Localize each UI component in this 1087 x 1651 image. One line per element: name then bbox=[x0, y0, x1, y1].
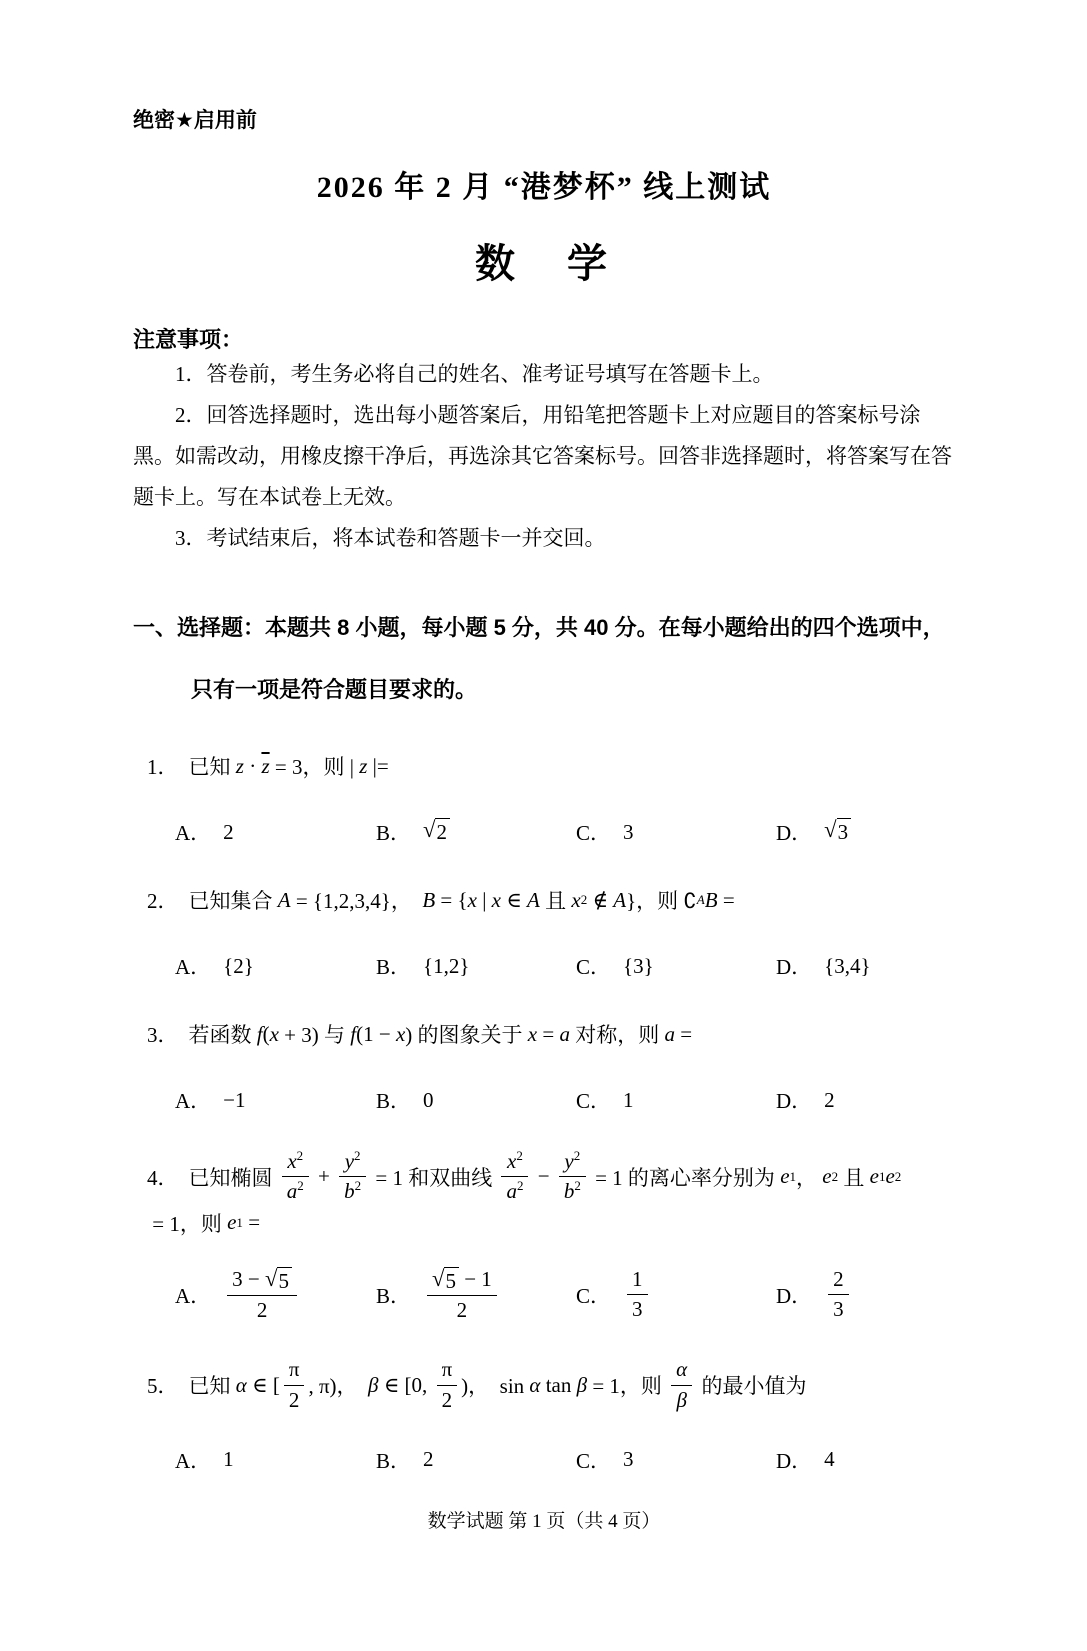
question-stem: 4． 已知椭圆 $\frac{x^2}{a^2}$ + $\frac{y^2}{b^2}$ = 1 和双曲线 $\frac{x^2}{a^2}$ − $\frac{y^2}{b^2}$ = 1 的离心率分别为 e 1 ， e 2 且 e 1 e 2 = 1，则 e 1 = bbox=[147, 1148, 902, 1236]
option-content bbox=[223, 1088, 245, 1113]
question-number: 3． bbox=[147, 1023, 179, 1048]
notice-item: 3．考试结束后，将本试卷和答题卡一并交回。 bbox=[175, 525, 606, 550]
math-text: = 3，则 | bbox=[269, 755, 360, 780]
option-content bbox=[423, 1264, 501, 1327]
page-footer: 数学试题 第 1 页（共 4 页） bbox=[427, 1510, 661, 1532]
section-heading: 一、选择题：本题共 8 小题，每小题 5 分，共 40 分。在每小题给出的四个选项中，只有一项是符合题目要求的。 bbox=[133, 614, 945, 703]
math-fraction bbox=[282, 1148, 309, 1206]
math-text: 4 bbox=[824, 1447, 835, 1472]
notice-items bbox=[133, 354, 955, 559]
math-variable: e bbox=[227, 1210, 237, 1235]
math-variable: x bbox=[527, 1021, 538, 1046]
math-superscript: 2 bbox=[354, 1178, 362, 1194]
fraction-numerator bbox=[671, 1356, 692, 1385]
math-text: 对称，则 bbox=[569, 1023, 665, 1048]
option-label: A． bbox=[175, 821, 212, 846]
question-options bbox=[133, 1442, 955, 1478]
option-C bbox=[576, 951, 776, 981]
math-text: {2} bbox=[223, 953, 254, 978]
math-text: = bbox=[674, 1021, 693, 1046]
fraction-denominator bbox=[282, 1177, 309, 1205]
math-text: − bbox=[532, 1164, 555, 1189]
option-D bbox=[776, 1445, 955, 1475]
option-label: A． bbox=[175, 1448, 212, 1473]
math-text: (1 − bbox=[356, 1021, 396, 1046]
fraction-denominator bbox=[227, 1296, 297, 1324]
option-label: B． bbox=[376, 821, 412, 846]
fraction-numerator bbox=[828, 1266, 849, 1295]
math-superscript: 2 bbox=[516, 1148, 523, 1164]
math-text: 且 bbox=[539, 889, 572, 914]
option-content bbox=[824, 1264, 853, 1326]
option-A bbox=[175, 1445, 376, 1475]
math-text: 2 bbox=[423, 1447, 434, 1472]
fraction-denominator bbox=[284, 1386, 305, 1414]
math-radical bbox=[824, 818, 851, 845]
math-text: ∉ bbox=[587, 887, 614, 912]
math-variable: e bbox=[869, 1164, 879, 1189]
option-label: A． bbox=[175, 955, 212, 980]
math-fraction bbox=[501, 1148, 528, 1206]
math-text: 2 bbox=[223, 819, 234, 844]
option-content bbox=[223, 1447, 234, 1472]
option-label: C． bbox=[576, 1089, 612, 1114]
option-A bbox=[175, 1085, 376, 1115]
radicand: 5 bbox=[444, 1267, 459, 1294]
questions bbox=[133, 744, 955, 1506]
option-label: D． bbox=[776, 955, 813, 980]
math-variable: α bbox=[676, 1357, 688, 1382]
option-label: D． bbox=[776, 1283, 813, 1308]
math-text: · bbox=[243, 753, 262, 778]
math-variable: β bbox=[368, 1372, 379, 1397]
option-label: D． bbox=[776, 1089, 813, 1114]
fraction-denominator bbox=[627, 1295, 648, 1323]
fraction-denominator bbox=[501, 1177, 528, 1205]
fraction-denominator bbox=[437, 1386, 458, 1414]
option-label: B． bbox=[376, 1448, 412, 1473]
notice-heading: 注意事项： bbox=[133, 327, 244, 352]
math-variable: b bbox=[344, 1179, 355, 1204]
math-variable: a bbox=[286, 1179, 298, 1204]
question-number: 2． bbox=[147, 889, 179, 914]
option-A bbox=[175, 951, 376, 981]
math-text: {3,4} bbox=[824, 953, 871, 978]
fraction-denominator bbox=[828, 1295, 849, 1323]
option-content bbox=[623, 954, 654, 979]
math-conjugate-bar: $\overline{z}$ bbox=[261, 753, 270, 778]
question-number: 5． bbox=[147, 1374, 179, 1398]
math-variable: a bbox=[506, 1179, 517, 1204]
math-fraction bbox=[427, 1266, 497, 1325]
math-text: + bbox=[312, 1164, 336, 1189]
option-content bbox=[423, 818, 450, 845]
math-text: 2 bbox=[824, 1087, 835, 1112]
option-A bbox=[175, 1264, 376, 1327]
radicand: 5 bbox=[277, 1267, 292, 1294]
fraction-denominator bbox=[559, 1177, 586, 1205]
math-text: {1,2} bbox=[423, 953, 470, 978]
radical-sign-icon: √ bbox=[432, 1265, 445, 1291]
question-number: 1． bbox=[147, 755, 179, 780]
fraction-numerator bbox=[284, 1356, 305, 1385]
math-fraction bbox=[627, 1266, 648, 1324]
math-superscript: 2 bbox=[354, 1148, 361, 1164]
math-variable: a bbox=[664, 1021, 675, 1046]
math-text: 已知 bbox=[188, 755, 236, 780]
question-item bbox=[133, 744, 955, 850]
option-B bbox=[376, 1445, 576, 1475]
math-text: 2 bbox=[441, 1387, 453, 1412]
math-text: − 1 bbox=[458, 1266, 492, 1291]
math-text: = bbox=[242, 1210, 261, 1235]
math-superscript: 2 bbox=[516, 1178, 524, 1194]
math-text: 0 bbox=[423, 1087, 434, 1112]
option-content bbox=[223, 820, 234, 845]
math-text: = 1，则 bbox=[587, 1374, 668, 1398]
option-content bbox=[223, 954, 254, 979]
math-variable: x bbox=[269, 1021, 279, 1046]
math-superscript: 2 bbox=[574, 1178, 581, 1194]
option-content bbox=[223, 1264, 301, 1327]
notice-item: 1．答卷前，考生务必将自己的姓名、准考证号填写在答题卡上。 bbox=[175, 362, 774, 386]
question-item bbox=[133, 1354, 955, 1478]
question-item bbox=[133, 1012, 955, 1118]
math-variable: e bbox=[885, 1164, 895, 1189]
math-radical bbox=[423, 818, 450, 845]
math-text: 已知椭圆 bbox=[188, 1165, 278, 1190]
question-stem bbox=[133, 1354, 955, 1416]
math-variable: α bbox=[529, 1372, 541, 1397]
option-C bbox=[576, 1264, 776, 1326]
option-label: A． bbox=[175, 1089, 212, 1114]
option-C bbox=[576, 817, 776, 847]
option-C bbox=[576, 1445, 776, 1475]
option-content bbox=[824, 1447, 835, 1472]
question-options bbox=[133, 1264, 955, 1327]
option-D bbox=[776, 1085, 955, 1115]
fraction-numerator bbox=[559, 1148, 586, 1177]
math-variable: f bbox=[350, 1021, 357, 1046]
math-variable: b bbox=[563, 1179, 575, 1204]
math-text: −1 bbox=[223, 1087, 246, 1112]
math-text: 的最小值为 bbox=[696, 1374, 807, 1398]
math-text: = bbox=[717, 887, 735, 912]
option-label: C． bbox=[576, 955, 612, 980]
math-variable: z bbox=[359, 753, 368, 778]
math-text: ( bbox=[262, 1021, 270, 1046]
math-fraction bbox=[671, 1356, 692, 1414]
exam-title: 2026 年 2 月 “港梦杯” 线上测试 bbox=[316, 171, 772, 204]
math-text: 已知集合 bbox=[188, 889, 278, 914]
option-label: A． bbox=[175, 1283, 212, 1308]
radical-sign-icon: √ bbox=[423, 817, 436, 843]
question-item bbox=[133, 1146, 955, 1326]
math-radical bbox=[432, 1267, 459, 1294]
math-variable: α bbox=[235, 1372, 247, 1397]
math-variable: x bbox=[491, 887, 501, 912]
math-fraction bbox=[284, 1356, 305, 1414]
option-B bbox=[376, 817, 576, 847]
fraction-denominator bbox=[427, 1296, 497, 1324]
math-text: 2 bbox=[288, 1387, 300, 1412]
math-variable: x bbox=[507, 1149, 517, 1174]
math-text: ∈ bbox=[500, 887, 528, 912]
option-A bbox=[175, 817, 376, 847]
math-variable: y bbox=[344, 1149, 355, 1174]
option-content bbox=[423, 1447, 434, 1472]
option-label: B． bbox=[376, 955, 412, 980]
option-label: C． bbox=[576, 821, 612, 846]
subject-title: 数 学 bbox=[475, 241, 613, 286]
math-text: }，则 ∁ bbox=[626, 889, 697, 914]
math-variable: B bbox=[422, 887, 436, 912]
math-text: 2 bbox=[833, 1267, 844, 1292]
question-options bbox=[133, 1082, 955, 1118]
option-content bbox=[824, 1088, 835, 1113]
question-stem: 2． 已知集合 A = {1,2,3,4}， B = { x | x ∈ A 且 x 2 ∉ A }，则 ∁ A B = bbox=[133, 878, 955, 922]
math-text: π bbox=[441, 1357, 453, 1382]
math-variable: e bbox=[822, 1164, 832, 1189]
math-text: , π)， bbox=[308, 1374, 369, 1398]
math-text: = { bbox=[435, 887, 468, 912]
fraction-numerator bbox=[501, 1148, 528, 1177]
math-variable: A bbox=[277, 887, 291, 912]
math-text: π bbox=[288, 1357, 300, 1382]
notice-section bbox=[133, 323, 955, 559]
math-text: ， bbox=[796, 1165, 823, 1190]
math-fraction bbox=[227, 1266, 297, 1325]
math-text: = 1 的离心率分别为 bbox=[589, 1165, 781, 1190]
fraction-numerator bbox=[437, 1356, 458, 1385]
option-content bbox=[623, 820, 634, 845]
fraction-numerator bbox=[227, 1266, 297, 1296]
option-D bbox=[776, 951, 955, 981]
math-text: | bbox=[476, 887, 492, 912]
math-superscript: 2 bbox=[297, 1178, 304, 1194]
question-stem bbox=[133, 1012, 955, 1056]
math-text: 3 bbox=[632, 1297, 643, 1322]
option-B bbox=[376, 951, 576, 981]
option-label: D． bbox=[776, 821, 813, 846]
math-variable: y bbox=[564, 1149, 574, 1174]
fraction-numerator bbox=[427, 1266, 497, 1296]
option-content bbox=[423, 1088, 434, 1113]
fraction-numerator bbox=[282, 1148, 309, 1177]
fraction-numerator bbox=[339, 1148, 366, 1177]
option-D bbox=[776, 817, 955, 847]
fraction-denominator bbox=[671, 1386, 692, 1414]
math-text: = 1 和双曲线 bbox=[370, 1165, 498, 1190]
math-fraction bbox=[339, 1148, 366, 1206]
math-variable: z bbox=[235, 753, 244, 778]
question-number: 4． bbox=[147, 1165, 179, 1190]
math-text: = {1,2,3,4}， bbox=[290, 889, 423, 914]
math-text: 1 bbox=[632, 1267, 643, 1292]
notice-item: 2．回答选择题时，选出每小题答案后，用铅笔把答题卡上对应题目的答案标号涂黑。如需改动，用橡皮擦干净后，再选涂其它答案标号。回答非选择题时，将答案写在答题卡上。写在本试卷上无效。 bbox=[133, 402, 952, 509]
math-text: = 1，则 bbox=[147, 1211, 228, 1236]
math-text: 3 bbox=[833, 1297, 844, 1322]
math-text: 3 bbox=[623, 819, 634, 844]
option-label: C． bbox=[576, 1448, 612, 1473]
math-text: |= bbox=[367, 753, 389, 778]
question-options bbox=[133, 814, 955, 850]
option-label: B． bbox=[376, 1089, 412, 1114]
math-variable: e bbox=[780, 1164, 790, 1189]
option-label: C． bbox=[576, 1283, 612, 1308]
math-superscript: 2 bbox=[573, 1148, 581, 1164]
fraction-numerator bbox=[627, 1266, 648, 1295]
radical-sign-icon: √ bbox=[824, 817, 837, 843]
math-variable: x bbox=[467, 887, 477, 912]
math-text: + 3) 与 bbox=[278, 1023, 351, 1048]
option-content bbox=[824, 818, 851, 845]
math-fraction bbox=[437, 1356, 458, 1414]
option-content bbox=[623, 1264, 652, 1326]
math-text: )， sin bbox=[461, 1374, 530, 1398]
math-text: = bbox=[537, 1021, 560, 1046]
math-text: 若函数 bbox=[188, 1023, 257, 1048]
option-C bbox=[576, 1085, 776, 1115]
option-content bbox=[623, 1088, 634, 1113]
math-variable: β bbox=[676, 1387, 687, 1412]
math-variable: f bbox=[256, 1021, 263, 1046]
option-content bbox=[824, 954, 870, 979]
math-text: ) 的图象关于 bbox=[405, 1023, 528, 1048]
math-variable: β bbox=[576, 1372, 588, 1397]
math-text: 1 bbox=[223, 1447, 234, 1472]
math-variable: x bbox=[287, 1149, 297, 1174]
radicand: 3 bbox=[837, 818, 852, 845]
math-text: 且 bbox=[838, 1165, 870, 1190]
option-B bbox=[376, 1264, 576, 1327]
math-radical bbox=[265, 1267, 292, 1294]
math-text: 1 bbox=[623, 1087, 634, 1112]
math-text: 2 bbox=[456, 1297, 468, 1322]
option-B bbox=[376, 1085, 576, 1115]
math-text: ∈ [ bbox=[246, 1372, 280, 1397]
math-variable: a bbox=[559, 1021, 570, 1046]
option-D bbox=[776, 1264, 955, 1326]
radical-sign-icon: √ bbox=[265, 1265, 278, 1291]
math-text: 3 − bbox=[232, 1266, 266, 1291]
math-superscript: 2 bbox=[296, 1148, 304, 1164]
math-variable: B bbox=[704, 887, 718, 912]
math-text: 3 bbox=[623, 1447, 634, 1472]
question-stem bbox=[133, 744, 955, 788]
option-label: B． bbox=[376, 1283, 412, 1308]
option-content bbox=[423, 954, 469, 979]
math-fraction bbox=[828, 1266, 849, 1324]
math-text: tan bbox=[540, 1372, 577, 1397]
fraction-denominator bbox=[339, 1177, 366, 1205]
math-variable: A bbox=[527, 887, 540, 912]
question-item bbox=[133, 878, 955, 984]
math-text: {3} bbox=[623, 953, 654, 978]
math-text: 已知 bbox=[188, 1374, 236, 1398]
option-label: D． bbox=[776, 1448, 813, 1473]
math-variable: A bbox=[613, 887, 627, 912]
math-text: ∈ [0, bbox=[378, 1372, 433, 1397]
secrecy-label: 绝密★启用前 bbox=[133, 109, 257, 132]
radicand: 2 bbox=[435, 818, 450, 845]
math-variable: x bbox=[571, 887, 581, 912]
math-variable: x bbox=[395, 1021, 406, 1046]
option-content bbox=[623, 1447, 634, 1472]
math-fraction bbox=[559, 1148, 586, 1206]
math-text: 2 bbox=[256, 1297, 268, 1322]
question-options bbox=[133, 948, 955, 984]
